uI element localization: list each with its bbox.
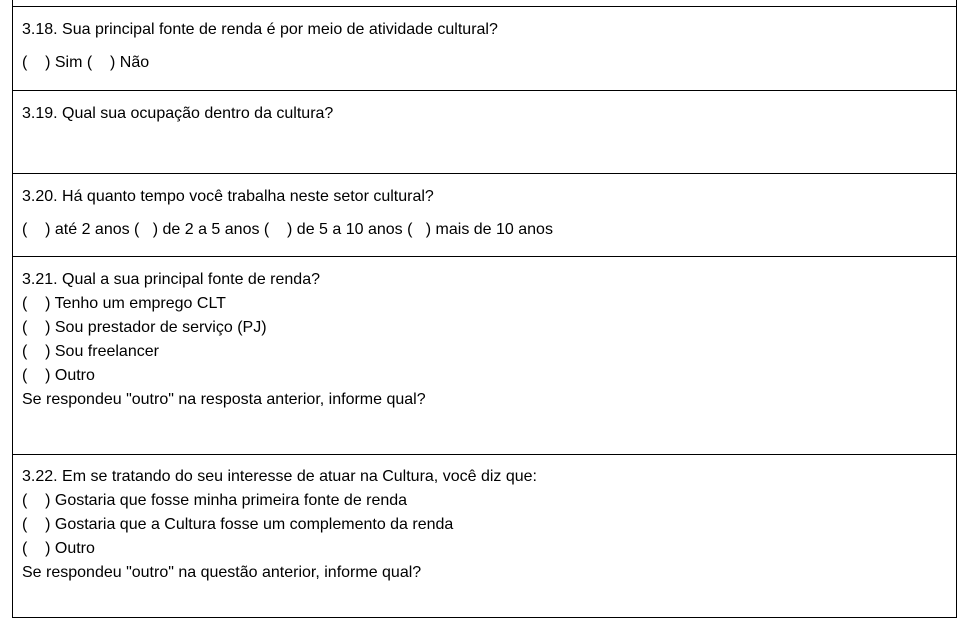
questionnaire-table [12, 6, 957, 618]
question-3-22-cell [13, 454, 956, 617]
question-3-18-cell [13, 6, 956, 90]
question-3-20-cell [13, 173, 956, 256]
question-3-22-option-complement[interactable]: ( ) Gostaria que a Cultura fosse um complemento da renda [22, 516, 454, 533]
question-3-21-option-clt[interactable]: ( ) Tenho um emprego CLT [22, 295, 226, 312]
question-3-19-cell [13, 90, 956, 173]
question-3-21-followup: Se respondeu "outro" na resposta anterior, informe qual? [22, 391, 426, 408]
question-3-22-option-primary[interactable]: ( ) Gostaria que fosse minha primeira fonte de renda [22, 492, 408, 509]
question-3-21-option-freelancer[interactable]: ( ) Sou freelancer [22, 343, 159, 360]
question-3-18-title: 3.18. Sua principal fonte de renda é por meio de atividade cultural? [22, 21, 498, 38]
question-3-20-title: 3.20. Há quanto tempo você trabalha neste setor cultural? [22, 188, 434, 205]
question-3-21-cell [13, 256, 956, 454]
question-3-19-title: 3.19. Qual sua ocupação dentro da cultura? [22, 105, 334, 122]
question-3-22-followup: Se respondeu "outro" na questão anterior, informe qual? [22, 564, 422, 581]
question-3-21-option-outro[interactable]: ( ) Outro [22, 367, 95, 384]
question-3-22-option-outro[interactable]: ( ) Outro [22, 540, 95, 557]
question-3-21-title: 3.21. Qual a sua principal fonte de renda? [22, 271, 320, 288]
question-3-18-options[interactable]: ( ) Sim ( ) Não [22, 54, 150, 71]
question-3-21-option-pj[interactable]: ( ) Sou prestador de serviço (PJ) [22, 319, 267, 336]
question-3-20-options[interactable]: ( ) até 2 anos ( ) de 2 a 5 anos ( ) de 5 a 10 anos ( ) mais de 10 anos [22, 221, 553, 238]
question-3-22-title: 3.22. Em se tratando do seu interesse de atuar na Cultura, você diz que: [22, 468, 537, 485]
